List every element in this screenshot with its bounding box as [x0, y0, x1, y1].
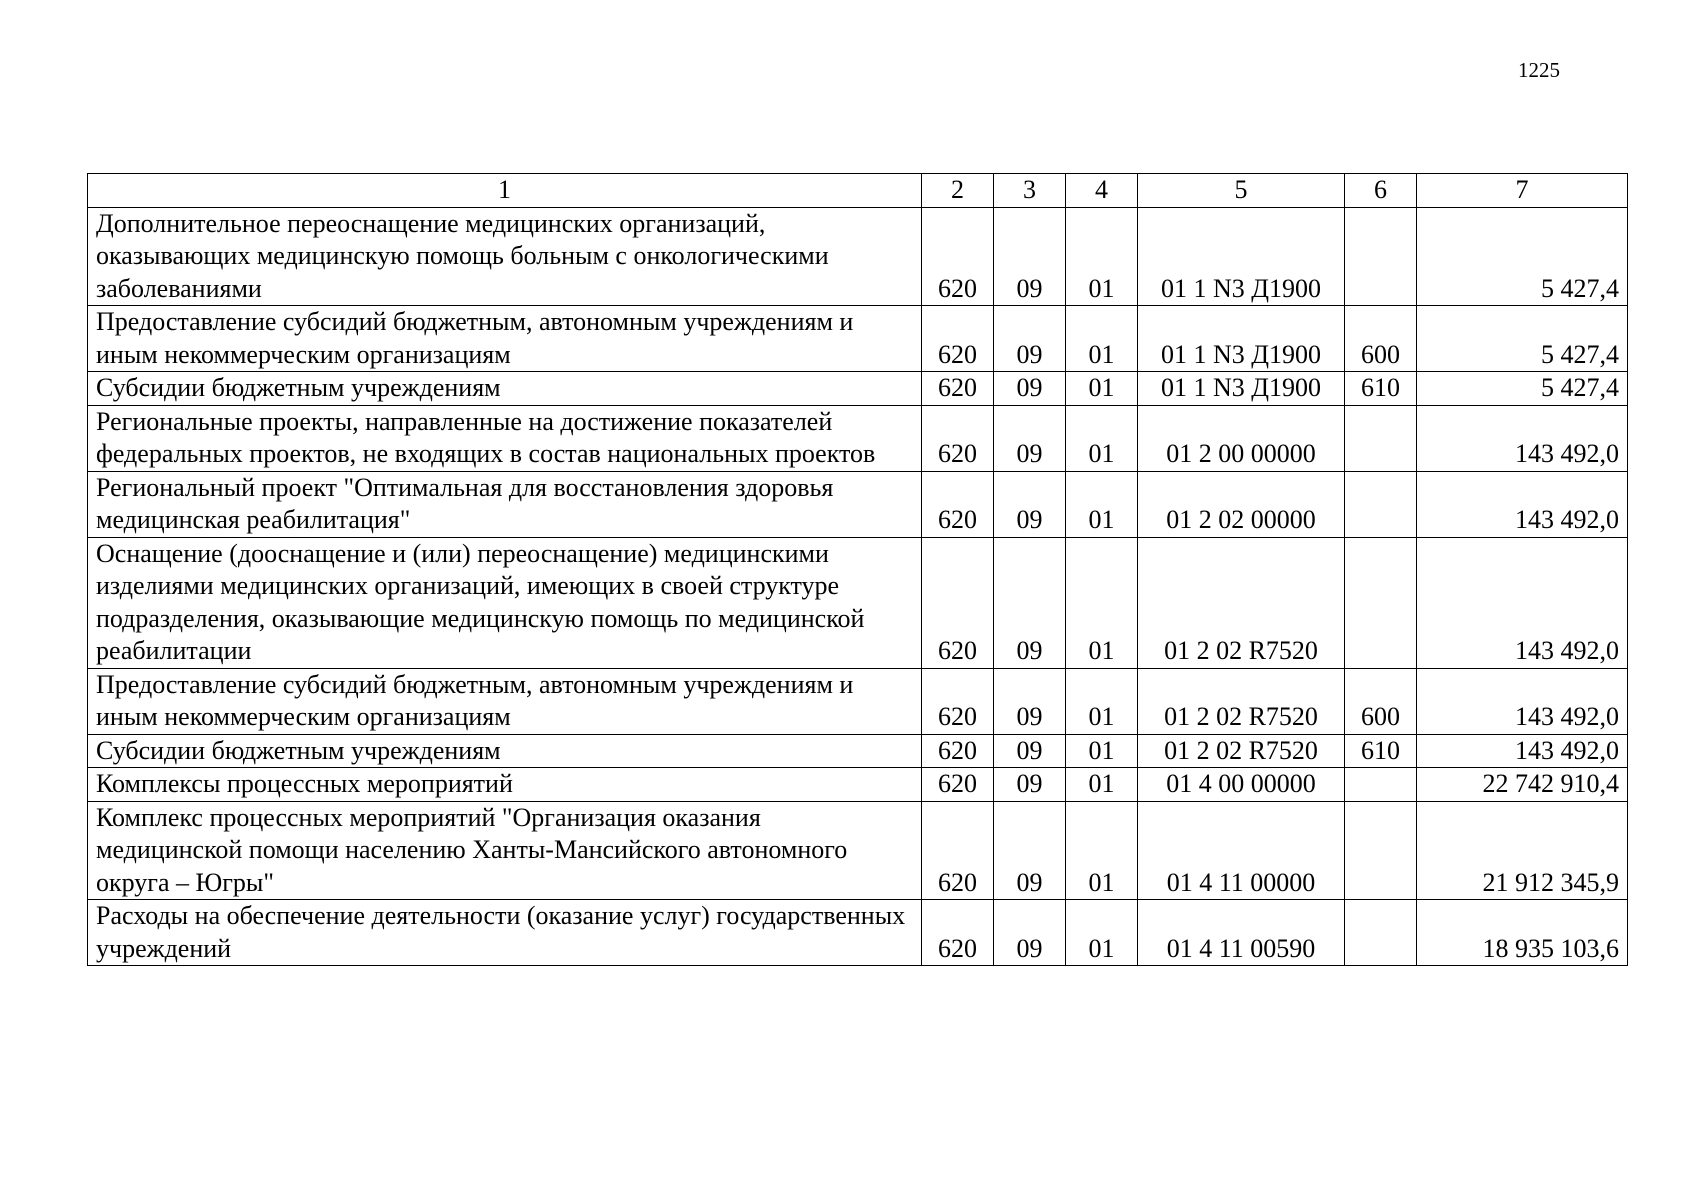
row-code-cell: 09 [994, 801, 1066, 900]
row-code-cell: 01 [1066, 207, 1138, 306]
row-code-cell: 01 [1066, 801, 1138, 900]
budget-table [87, 173, 1628, 966]
row-code-cell: 01 [1066, 900, 1138, 966]
table-row [88, 537, 1628, 668]
row-code-cell: 620 [922, 405, 994, 471]
row-code-cell: 01 2 02 00000 [1138, 471, 1345, 537]
row-code-cell: 01 [1066, 306, 1138, 372]
table-row [88, 306, 1628, 372]
row-name-cell: Региональные проекты, направленные на достижение показателей федеральных проектов, не входящих в состав национальных проектов [88, 405, 922, 471]
column-number: 5 [1138, 174, 1345, 208]
table-row [88, 372, 1628, 406]
row-amount-cell: 22 742 910,4 [1417, 768, 1628, 802]
row-code-cell: 620 [922, 471, 994, 537]
row-name-cell: Оснащение (дооснащение и (или) переоснащение) медицинскими изделиями медицинских организаций, имеющих в своей структуре подразделения, оказывающие медицинскую помощь по медицинской реабилитации [88, 537, 922, 668]
row-code-cell: 620 [922, 668, 994, 734]
row-name-cell: Дополнительное переоснащение медицинских организаций, оказывающих медицинскую помощь больным с онкологическими заболеваниями [88, 207, 922, 306]
row-code-cell: 01 [1066, 768, 1138, 802]
row-name-cell: Предоставление субсидий бюджетным, автономным учреждениям и иным некоммерческим организациям [88, 306, 922, 372]
row-code-cell [1345, 900, 1417, 966]
row-code-cell: 620 [922, 801, 994, 900]
row-amount-cell: 5 427,4 [1417, 207, 1628, 306]
row-code-cell: 09 [994, 471, 1066, 537]
row-name-cell: Субсидии бюджетным учреждениям [88, 734, 922, 768]
column-number: 3 [994, 174, 1066, 208]
row-name-cell: Комплекс процессных мероприятий "Организация оказания медицинской помощи населению Ханты-Мансийского автономного округа – Югры" [88, 801, 922, 900]
row-code-cell: 09 [994, 537, 1066, 668]
page-number: 1225 [1518, 58, 1560, 82]
table-row [88, 734, 1628, 768]
row-code-cell: 09 [994, 900, 1066, 966]
column-number-row [88, 174, 1628, 208]
row-code-cell: 01 [1066, 471, 1138, 537]
row-code-cell: 600 [1345, 668, 1417, 734]
row-amount-cell: 5 427,4 [1417, 306, 1628, 372]
row-name-cell: Расходы на обеспечение деятельности (оказание услуг) государственных учреждений [88, 900, 922, 966]
column-number: 1 [88, 174, 922, 208]
row-code-cell: 01 [1066, 372, 1138, 406]
row-code-cell: 01 2 02 R7520 [1138, 537, 1345, 668]
column-number: 6 [1345, 174, 1417, 208]
row-code-cell: 09 [994, 734, 1066, 768]
row-code-cell: 610 [1345, 372, 1417, 406]
row-code-cell [1345, 801, 1417, 900]
row-code-cell: 01 2 02 R7520 [1138, 668, 1345, 734]
row-amount-cell: 143 492,0 [1417, 471, 1628, 537]
row-code-cell: 620 [922, 768, 994, 802]
row-code-cell [1345, 471, 1417, 537]
row-code-cell: 620 [922, 734, 994, 768]
row-amount-cell: 21 912 345,9 [1417, 801, 1628, 900]
row-code-cell [1345, 768, 1417, 802]
row-name-cell: Комплексы процессных мероприятий [88, 768, 922, 802]
row-code-cell: 01 4 00 00000 [1138, 768, 1345, 802]
row-code-cell: 09 [994, 668, 1066, 734]
row-code-cell: 09 [994, 306, 1066, 372]
table-row [88, 801, 1628, 900]
table-row [88, 768, 1628, 802]
row-amount-cell: 5 427,4 [1417, 372, 1628, 406]
table-row [88, 668, 1628, 734]
row-amount-cell: 143 492,0 [1417, 668, 1628, 734]
row-code-cell [1345, 405, 1417, 471]
table-body [88, 174, 1628, 966]
row-code-cell: 01 [1066, 668, 1138, 734]
row-code-cell: 01 1 N3 Д1900 [1138, 372, 1345, 406]
row-code-cell: 620 [922, 207, 994, 306]
row-code-cell: 01 2 00 00000 [1138, 405, 1345, 471]
row-code-cell: 600 [1345, 306, 1417, 372]
row-code-cell: 01 [1066, 734, 1138, 768]
table-row [88, 207, 1628, 306]
table-row [88, 900, 1628, 966]
column-number: 4 [1066, 174, 1138, 208]
row-code-cell: 09 [994, 405, 1066, 471]
table-row [88, 405, 1628, 471]
row-amount-cell: 18 935 103,6 [1417, 900, 1628, 966]
row-code-cell: 01 [1066, 537, 1138, 668]
row-code-cell: 620 [922, 306, 994, 372]
row-code-cell: 01 1 N3 Д1900 [1138, 306, 1345, 372]
column-number: 2 [922, 174, 994, 208]
row-code-cell: 01 2 02 R7520 [1138, 734, 1345, 768]
row-code-cell: 01 4 11 00590 [1138, 900, 1345, 966]
row-code-cell: 09 [994, 207, 1066, 306]
row-code-cell: 01 4 11 00000 [1138, 801, 1345, 900]
row-amount-cell: 143 492,0 [1417, 537, 1628, 668]
row-amount-cell: 143 492,0 [1417, 405, 1628, 471]
column-number: 7 [1417, 174, 1628, 208]
table-row [88, 471, 1628, 537]
row-amount-cell: 143 492,0 [1417, 734, 1628, 768]
row-code-cell: 620 [922, 537, 994, 668]
row-name-cell: Субсидии бюджетным учреждениям [88, 372, 922, 406]
row-code-cell: 09 [994, 768, 1066, 802]
row-code-cell: 620 [922, 900, 994, 966]
row-code-cell [1345, 537, 1417, 668]
row-code-cell: 620 [922, 372, 994, 406]
row-name-cell: Региональный проект "Оптимальная для восстановления здоровья медицинская реабилитация" [88, 471, 922, 537]
row-code-cell: 01 1 N3 Д1900 [1138, 207, 1345, 306]
row-name-cell: Предоставление субсидий бюджетным, автономным учреждениям и иным некоммерческим организациям [88, 668, 922, 734]
row-code-cell: 09 [994, 372, 1066, 406]
row-code-cell [1345, 207, 1417, 306]
row-code-cell: 610 [1345, 734, 1417, 768]
row-code-cell: 01 [1066, 405, 1138, 471]
